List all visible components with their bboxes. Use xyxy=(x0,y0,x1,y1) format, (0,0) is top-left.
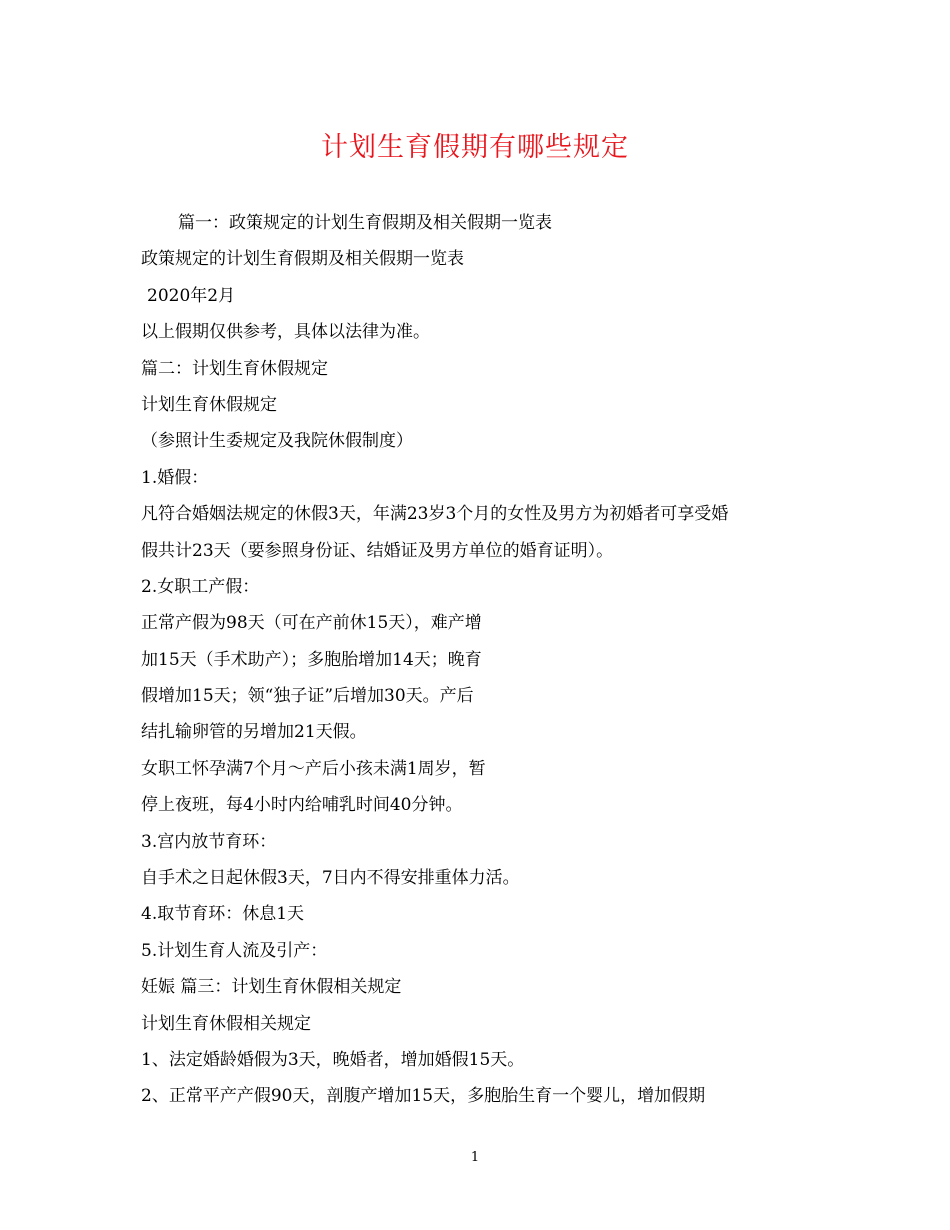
date-line: 2020年2月 xyxy=(147,285,236,306)
paragraph-line: 加15天（手术助产）；多胞胎增加14天；晚育 xyxy=(141,649,482,670)
paragraph-line: 计划生育休假规定 xyxy=(141,394,277,415)
page-number: 1 xyxy=(470,1150,480,1165)
paragraph-line: 计划生育休假相关规定 xyxy=(141,1013,311,1034)
paragraph-line: 假增加15天；领“独子证”后增加30天。产后 xyxy=(141,686,474,707)
document-body xyxy=(141,205,841,1115)
list-heading: 4.取节育环：休息1天 xyxy=(141,904,305,925)
list-heading: 2.女职工产假： xyxy=(141,576,260,597)
section-heading-2: 篇二：计划生育休假规定 xyxy=(141,358,328,379)
page-title: 计划生育假期有哪些规定 xyxy=(321,132,629,163)
paragraph-line: 结扎输卵管的另增加21天假。 xyxy=(141,722,367,743)
paragraph-line: 以上假期仅供参考，具体以法律为准。 xyxy=(141,322,430,343)
paragraph-line: （参照计生委规定及我院休假制度） xyxy=(141,431,413,452)
list-heading: 5.计划生育人流及引产： xyxy=(141,940,328,961)
section-heading-1: 篇一：政策规定的计划生育假期及相关假期一览表 xyxy=(178,213,552,233)
paragraph-line: 政策规定的计划生育假期及相关假期一览表 xyxy=(141,249,464,270)
paragraph-line: 1、法定婚龄婚假为3天，晚婚者，增加婚假15天。 xyxy=(141,1049,525,1070)
paragraph-line: 正常产假为98天（可在产前休15天），难产增 xyxy=(141,613,482,634)
paragraph-line: 自手术之日起休假3天，7日内不得安排重体力活。 xyxy=(141,868,520,889)
paragraph-line: 假共计23天（要参照身份证、结婚证及男方单位的婚育证明）。 xyxy=(141,540,614,561)
list-heading: 1.婚假： xyxy=(141,467,209,488)
paragraph-line: 凡符合婚姻法规定的休假3天，年满23岁3个月的女性及男方为初婚者可享受婚 xyxy=(141,504,729,525)
section-heading-3: 妊娠 篇三：计划生育休假相关规定 xyxy=(141,977,402,998)
paragraph-line: 2、正常平产产假90天，剖腹产增加15天，多胞胎生育一个婴儿，增加假期 xyxy=(141,1086,706,1107)
paragraph-line: 女职工怀孕满7个月～产后小孩未满1周岁，暂 xyxy=(141,758,486,779)
paragraph-line: 停上夜班，每4小时内给哺乳时间40分钟。 xyxy=(141,795,463,816)
list-heading: 3.宫内放节育环： xyxy=(141,831,277,852)
